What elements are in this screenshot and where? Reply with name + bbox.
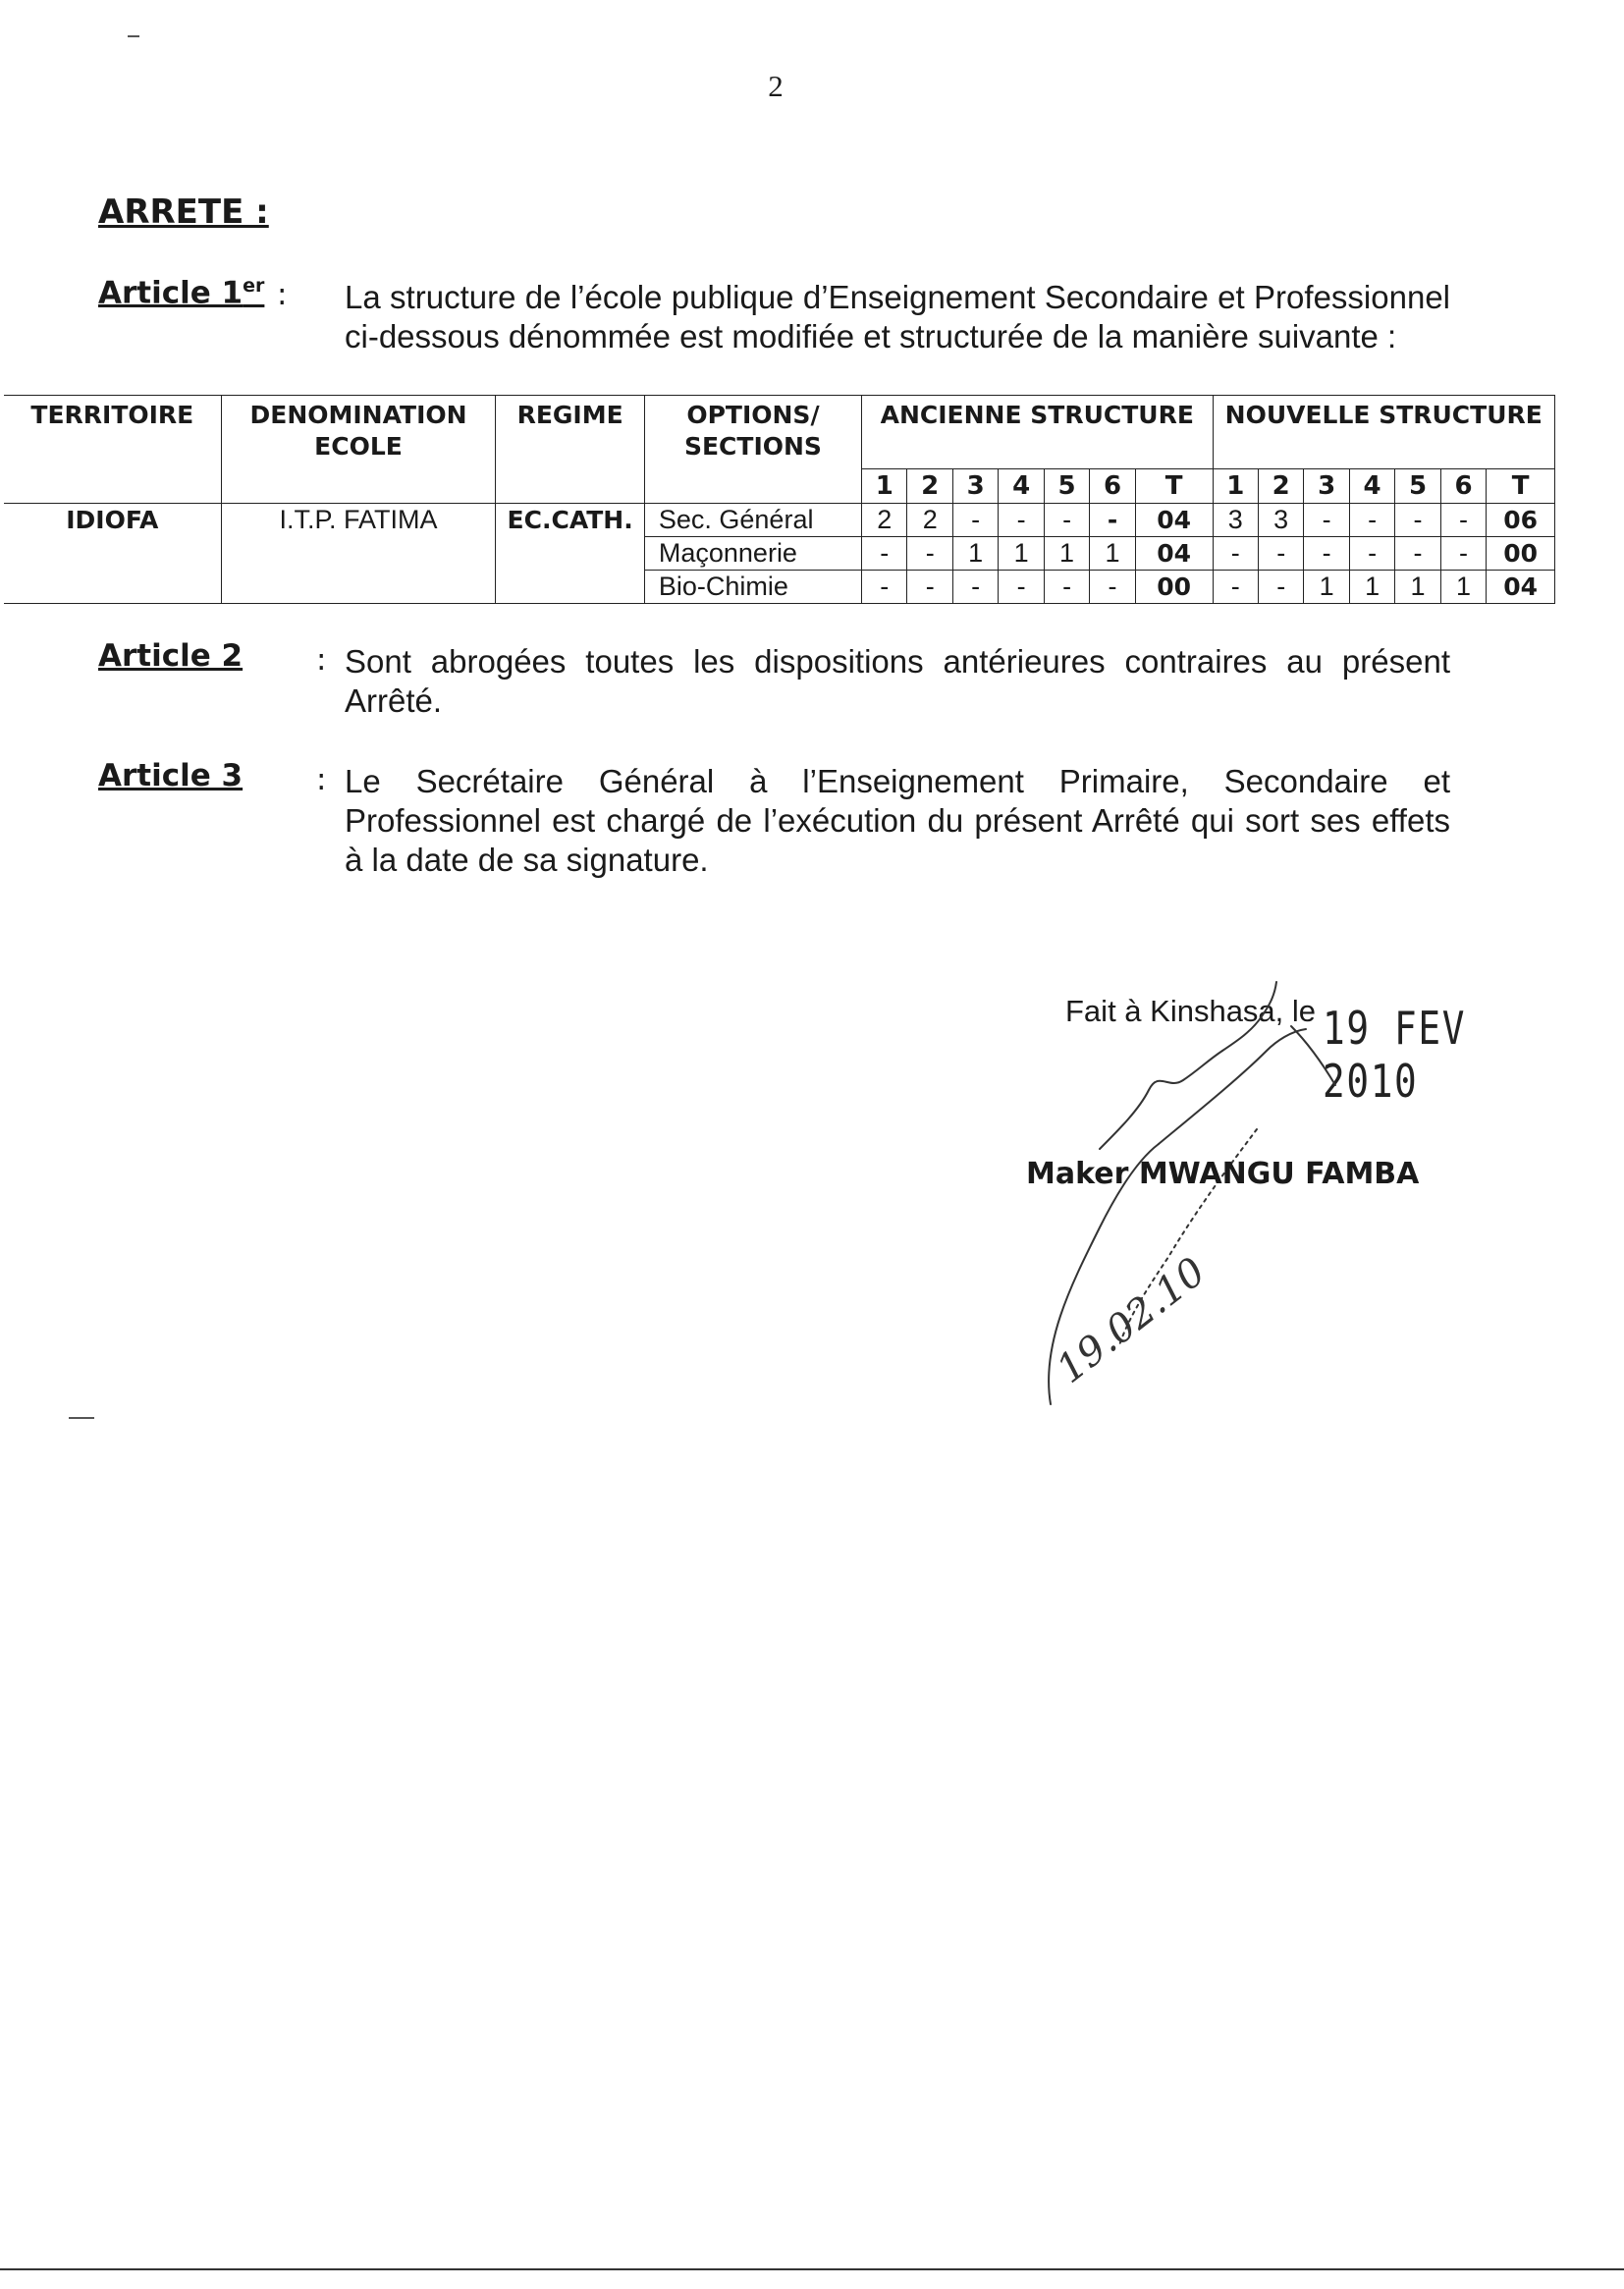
sub-header: 5	[1044, 469, 1089, 504]
sub-header: 1	[862, 469, 907, 504]
cell-ancienne: -	[907, 537, 952, 571]
cell-nouvelle: -	[1258, 571, 1303, 604]
signature-stroke	[1222, 982, 1276, 1051]
cell-ancienne: -	[1044, 504, 1089, 537]
cell-ancienne: -	[1090, 504, 1135, 537]
cell-nouvelle: 1	[1395, 571, 1440, 604]
cell-ancienne-total: 04	[1135, 537, 1213, 571]
cell-option: Bio-Chimie	[644, 571, 861, 604]
sub-header: T	[1487, 469, 1555, 504]
cell-nouvelle: 1	[1349, 571, 1394, 604]
cell-ancienne: -	[862, 537, 907, 571]
signature-stroke	[1291, 1026, 1335, 1085]
signatory-name: Maker MWANGU FAMBA	[1026, 1157, 1420, 1191]
sub-header: 6	[1090, 469, 1135, 504]
cell-nouvelle: -	[1395, 504, 1440, 537]
cell-nouvelle: -	[1304, 537, 1349, 571]
article-1-superscript: er	[243, 275, 265, 297]
place-date-text: Fait à Kinshasa, le	[1065, 994, 1317, 1028]
sub-header: 6	[1440, 469, 1486, 504]
sub-header: 3	[1304, 469, 1349, 504]
article-3-colon: :	[316, 762, 327, 797]
cell-ancienne: 1	[999, 537, 1044, 571]
cell-nouvelle: -	[1258, 537, 1303, 571]
date-stamp: 19 FEV 2010	[1323, 1002, 1467, 1108]
bottom-rule	[0, 2268, 1624, 2270]
cell-nouvelle: 3	[1213, 504, 1258, 537]
sub-header: T	[1135, 469, 1213, 504]
cell-option: Maçonnerie	[644, 537, 861, 571]
cell-nouvelle-total: 04	[1487, 571, 1555, 604]
article-2-text: Sont abrogées toutes les dispositions antérieures contraires au présent Arrêté.	[345, 643, 1450, 719]
header-denomination: DENOMINATION ECOLE	[221, 396, 496, 504]
cell-ancienne: 1	[1090, 537, 1135, 571]
header-regime: REGIME	[496, 396, 644, 504]
cell-ancienne: -	[999, 504, 1044, 537]
cell-nouvelle: -	[1304, 504, 1349, 537]
header-options: OPTIONS/ SECTIONS	[644, 396, 861, 504]
cell-nouvelle: 1	[1304, 571, 1349, 604]
cell-nouvelle-total: 00	[1487, 537, 1555, 571]
sub-header: 5	[1395, 469, 1440, 504]
article-1-label	[98, 275, 264, 310]
cell-nouvelle: -	[1440, 537, 1486, 571]
cell-nouvelle: -	[1395, 537, 1440, 571]
cell-territoire: IDIOFA	[4, 504, 221, 604]
cell-nouvelle: 1	[1440, 571, 1486, 604]
signature-stroke	[1100, 1051, 1222, 1149]
header-ancienne-structure: ANCIENNE STRUCTURE	[862, 396, 1213, 469]
cell-nouvelle: -	[1440, 504, 1486, 537]
article-3-label: Article 3	[98, 758, 244, 793]
scan-mark	[69, 1417, 94, 1419]
cell-nouvelle: -	[1213, 571, 1258, 604]
cell-ancienne-total: 00	[1135, 571, 1213, 604]
article-3-text: Le Secrétaire Général à l’Enseignement Primaire, Secondaire et Professionnel est chargé de l’exécution du présent Arrêté qui sort ses effets à la date de sa signature.	[345, 763, 1450, 878]
sub-header: 3	[952, 469, 998, 504]
cell-ancienne: 2	[907, 504, 952, 537]
handwritten-date: 19.02.10	[1048, 1248, 1215, 1392]
cell-ancienne: 2	[862, 504, 907, 537]
cell-regime: EC.CATH.	[496, 504, 644, 604]
cell-ancienne: -	[952, 504, 998, 537]
school-structure-table	[4, 395, 1555, 604]
article-2-label: Article 2	[98, 638, 244, 674]
sub-header: 4	[1349, 469, 1394, 504]
cell-nouvelle-total: 06	[1487, 504, 1555, 537]
sub-header: 1	[1213, 469, 1258, 504]
cell-ancienne: -	[907, 571, 952, 604]
cell-ancienne: 1	[1044, 537, 1089, 571]
scan-mark	[128, 35, 139, 37]
header-territoire: TERRITOIRE	[4, 396, 221, 504]
cell-ancienne: -	[862, 571, 907, 604]
cell-nouvelle: -	[1213, 537, 1258, 571]
cell-ancienne-total: 04	[1135, 504, 1213, 537]
article-1-colon: :	[277, 277, 288, 312]
page-number: 2	[768, 69, 784, 103]
decree-heading: ARRETE :	[98, 192, 269, 232]
signature-stroke	[1159, 1029, 1306, 1144]
cell-ancienne: 1	[952, 537, 998, 571]
cell-ancienne: -	[952, 571, 998, 604]
handwritten-signature	[1011, 972, 1463, 1434]
cell-ancienne: -	[1090, 571, 1135, 604]
article-1-text: La structure de l’école publique d’Enseignement Secondaire et Professionnel ci-dessous dénommée est modifiée et structurée de la manière suivante :	[345, 279, 1450, 354]
table-row	[4, 504, 1555, 537]
sub-header: 2	[907, 469, 952, 504]
cell-nouvelle: -	[1349, 504, 1394, 537]
cell-denomination: I.T.P. FATIMA	[221, 504, 496, 604]
cell-nouvelle: -	[1349, 537, 1394, 571]
sub-header: 2	[1258, 469, 1303, 504]
sub-header: 4	[999, 469, 1044, 504]
cell-nouvelle: 3	[1258, 504, 1303, 537]
cell-ancienne: -	[1044, 571, 1089, 604]
header-nouvelle-structure: NOUVELLE STRUCTURE	[1213, 396, 1554, 469]
article-1-label-text: Article 1	[98, 275, 244, 311]
table-header-row	[4, 396, 1555, 469]
cell-ancienne: -	[999, 571, 1044, 604]
article-2-colon: :	[316, 642, 327, 678]
cell-option: Sec. Général	[644, 504, 861, 537]
